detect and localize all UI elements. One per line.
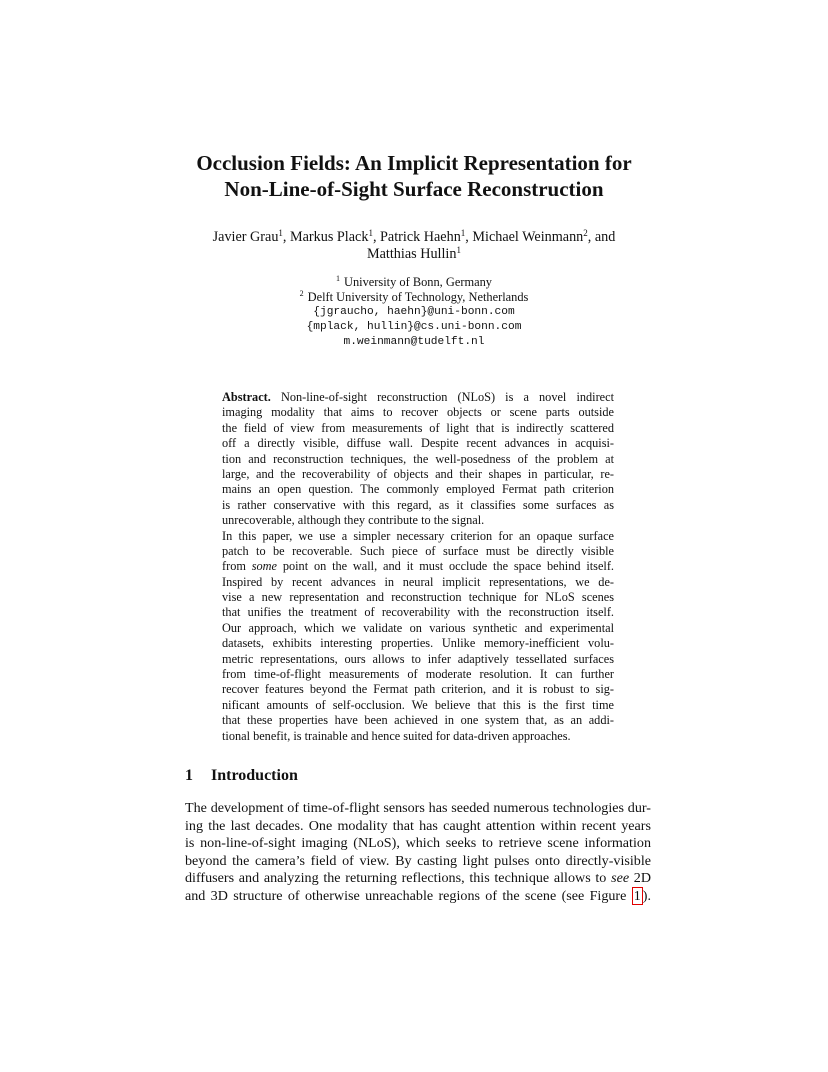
intro-line: The development of time-of-flight sensors has seeded numerous technologies dur- — [185, 800, 651, 816]
author-affiliation-mark: 2 — [583, 228, 588, 238]
author-list — [0, 229, 828, 263]
intro-line: beyond the camera’s field of view. By casting light pulses onto directly-visible — [185, 852, 651, 869]
author-name: Michael Weinmann — [472, 229, 584, 245]
author-name: Javier Grau — [212, 229, 279, 245]
abstract-line: from some point on the wall, and it must occlude the space behind itself. — [222, 559, 614, 574]
email-line: m.weinmann@tudelft.nl — [343, 336, 485, 348]
author-affiliation-mark: 1 — [456, 245, 461, 255]
abstract-line: recover features beyond the Fermat path criterion, and it is robust to sig- — [222, 682, 614, 697]
author-conjunction: , and — [587, 229, 616, 245]
abstract-line: nificant amounts of self-occlusion. We believe that this is the first time — [222, 697, 614, 712]
affiliation-text: University of Bonn, Germany — [344, 275, 492, 289]
author-line-2 — [0, 246, 828, 263]
abstract-line-text: Non-line-of-sight reconstruction (NLoS) is a novel indirect — [280, 390, 614, 404]
title-line-2: Non-Line-of-Sight Surface Reconstruction — [224, 177, 604, 201]
author-line-1: Javier Grau$^1$, Markus Plack$^1$, Patrick Haehn$^1$, Michael Weinmann$^2$, and — [212, 228, 616, 245]
email-line: {jgraucho, haehn}@uni-bonn.com — [313, 306, 515, 318]
abstract-line: Our approach, which we validate on various synthetic and experimental — [222, 620, 614, 635]
abstract-line: Inspired by recent advances in neural implicit representations, we de- — [222, 574, 614, 589]
title-line-1: Occlusion Fields: An Implicit Representation for — [196, 151, 632, 175]
affiliation-line — [0, 275, 828, 290]
abstract-line: patch to be recoverable. Such piece of surface must be directly visible — [222, 543, 614, 558]
affiliation-mark: 1 — [336, 274, 340, 283]
introduction-paragraph — [185, 800, 651, 906]
abstract — [222, 390, 614, 744]
section-title: Introduction — [211, 767, 298, 784]
abstract-line: tional benefit, is trainable and hence suited for data-driven approaches. — [222, 728, 571, 743]
abstract-label: Abstract. — [222, 390, 271, 404]
abstract-line: large, and the recoverability of objects and their shapes in particular, re- — [222, 466, 614, 481]
abstract-line: is rather conservative with this regard, as it classifies some surfaces as — [222, 497, 614, 512]
abstract-line: from time-of-flight measurements of moderate resolution. It can further — [222, 667, 614, 682]
intro-line: is non-line-of-sight imaging (NLoS), which seeks to retrieve scene information — [185, 835, 651, 852]
abstract-line: mains an open question. The commonly employed Fermat path criterion — [222, 482, 614, 497]
author-name: Matthias Hullin — [367, 246, 457, 262]
abstract-line: unrecoverable, although they contribute to the signal. — [222, 513, 485, 528]
abstract-line: vise a new representation and reconstruction technique for NLoS scenes — [222, 590, 614, 605]
author-affiliation-mark: 1 — [368, 228, 373, 238]
abstract-line: imaging modality that aims to recover objects or scene parts outside — [222, 405, 614, 420]
email-line: {mplack, hullin}@cs.uni-bonn.com — [306, 321, 522, 333]
abstract-line: that these properties have been achieved in one system that, as an addi- — [222, 713, 614, 728]
affiliation-line — [0, 290, 828, 305]
emphasis-text: see — [611, 870, 630, 887]
abstract-line: the field of view from measurements of light that is indirectly scattered — [222, 420, 614, 435]
author-affiliation-mark: 1 — [278, 228, 283, 238]
author-name: Markus Plack — [290, 229, 369, 245]
section-number: 1 — [185, 767, 193, 784]
section-heading — [185, 766, 298, 786]
affiliation-block — [0, 275, 828, 350]
abstract-line: metric representations, ours allows to infer adaptively tessellated surfaces — [222, 651, 614, 666]
abstract-line: In this paper, we use a simpler necessary criterion for an opaque surface — [222, 528, 614, 543]
author-affiliation-mark: 1 — [460, 228, 466, 238]
abstract-line: datasets, exhibits interesting properties. Unlike memory-inefficient volu- — [222, 636, 614, 651]
intro-line: ing the last decades. One modality that has caught attention within recent years — [185, 817, 651, 834]
paper-title — [0, 150, 828, 202]
abstract-line: that unifies the treatment of recoverability with the reconstruction itself. — [222, 605, 614, 620]
affiliation-mark: 2 — [299, 289, 304, 298]
abstract-line — [222, 390, 614, 405]
intro-line-last: and 3D structure of otherwise unreachable regions of the scene (see Figure 1 ). — [185, 887, 651, 904]
author-name: Patrick Haehn — [380, 229, 461, 245]
abstract-line: tion and reconstruction techniques, the well-posedness of the problem at — [222, 451, 614, 466]
figure-reference-link[interactable]: 1 — [633, 887, 641, 904]
emphasis-text: some — [251, 559, 278, 574]
affiliation-text: Delft University of Technology, Netherlands — [307, 290, 529, 304]
intro-line: diffusers and analyzing the returning reflections, this technique allows to see 2D — [185, 870, 652, 887]
abstract-line: off a directly visible, diffuse wall. Despite recent advances in acquisi- — [222, 436, 614, 451]
